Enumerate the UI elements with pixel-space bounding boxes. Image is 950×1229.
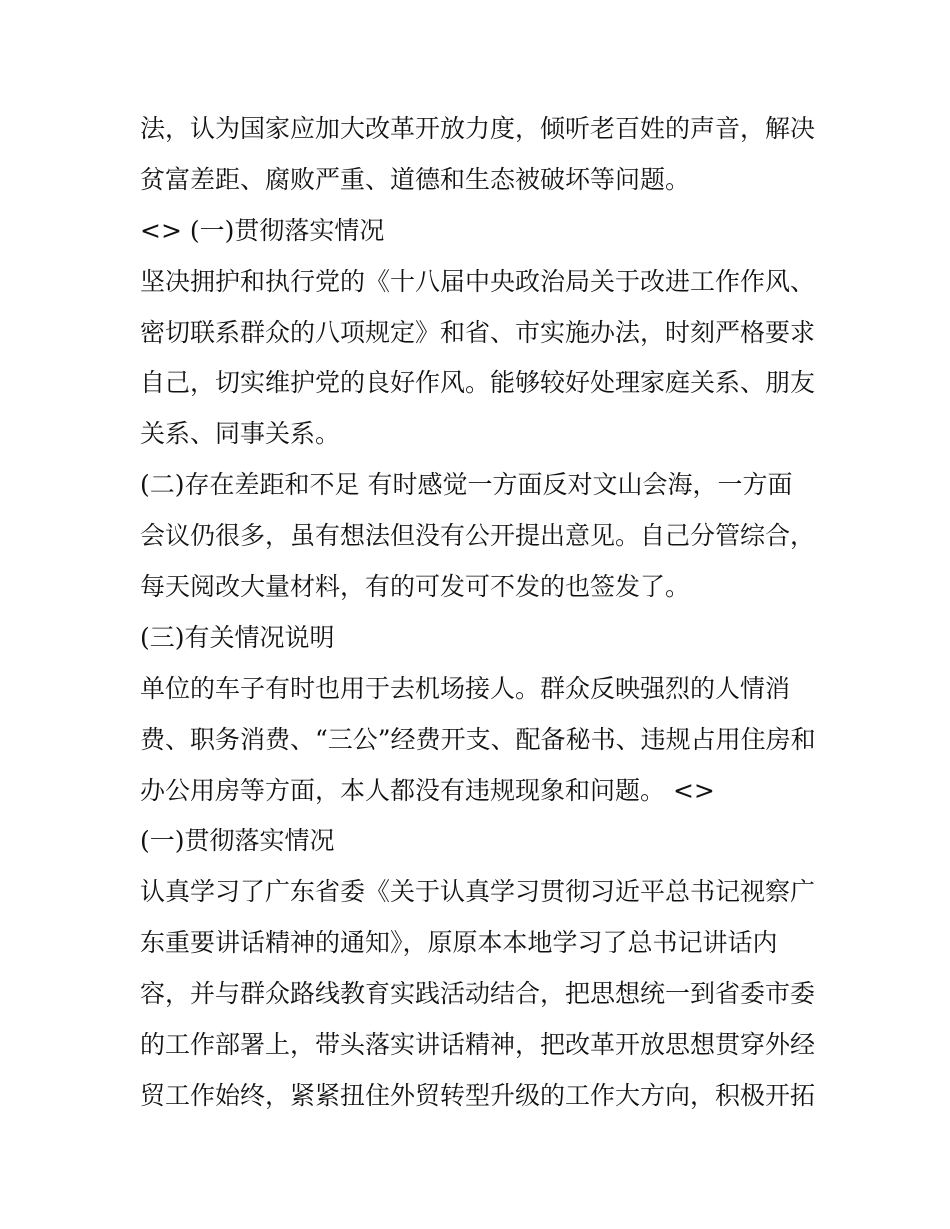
text-line: 自己，切实维护党的良好作风。能够较好处理家庭关系、朋友 [140,368,816,398]
section-heading: (二)存在差距和不足 有时感觉一方面反对文山会海，一方面 [140,470,793,500]
text-line: 密切联系群众的八项规定》和省、市实施办法，时刻严格要求 [140,317,816,347]
section-heading: (三)有关情况说明 [140,622,335,652]
text-line: 会议仍很多，虽有想法但没有公开提出意见。自己分管综合， [140,521,816,551]
text-line: 关系、同事关系。 [140,419,341,449]
section-heading: <> (一)贯彻落实情况 [140,215,385,245]
text-line: 认真学习了广东省委《关于认真学习贯彻习近平总书记视察广 [140,877,816,907]
section-heading: (一)贯彻落实情况 [140,826,335,856]
text-line: 容，并与群众路线教育实践活动结合，把思想统一到省委市委 [140,979,816,1009]
text-line: 东重要讲话精神的通知》，原原本本地学习了总书记讲话内 [140,928,778,958]
text-line: 费、职务消费、“三公”经费开支、配备秘书、违规占用住房和 [140,724,816,754]
text-line: 法，认为国家应加大改革开放力度，倾听老百姓的声音，解决 [140,114,816,143]
text-line: 贸工作始终，紧紧扭住外贸转型升级的工作大方向，积极开拓 [140,1080,816,1110]
body-text [140,104,820,1122]
text-line: 办公用房等方面，本人都没有违规现象和问题。 <> [140,775,715,805]
text-line: 坚决拥护和执行党的《十八届中央政治局关于改进工作作风、 [140,266,816,296]
text-line: 每天阅改大量材料，有的可发可不发的也签发了。 [140,572,691,602]
text-line: 单位的车子有时也用于去机场接人。群众反映强烈的人情消 [140,673,791,703]
text-line: 贫富差距、腐败严重、道德和生态被破坏等问题。 [140,164,691,194]
text-line: 的工作部署上，带头落实讲话精神，把改革开放思想贯穿外经 [140,1030,816,1060]
